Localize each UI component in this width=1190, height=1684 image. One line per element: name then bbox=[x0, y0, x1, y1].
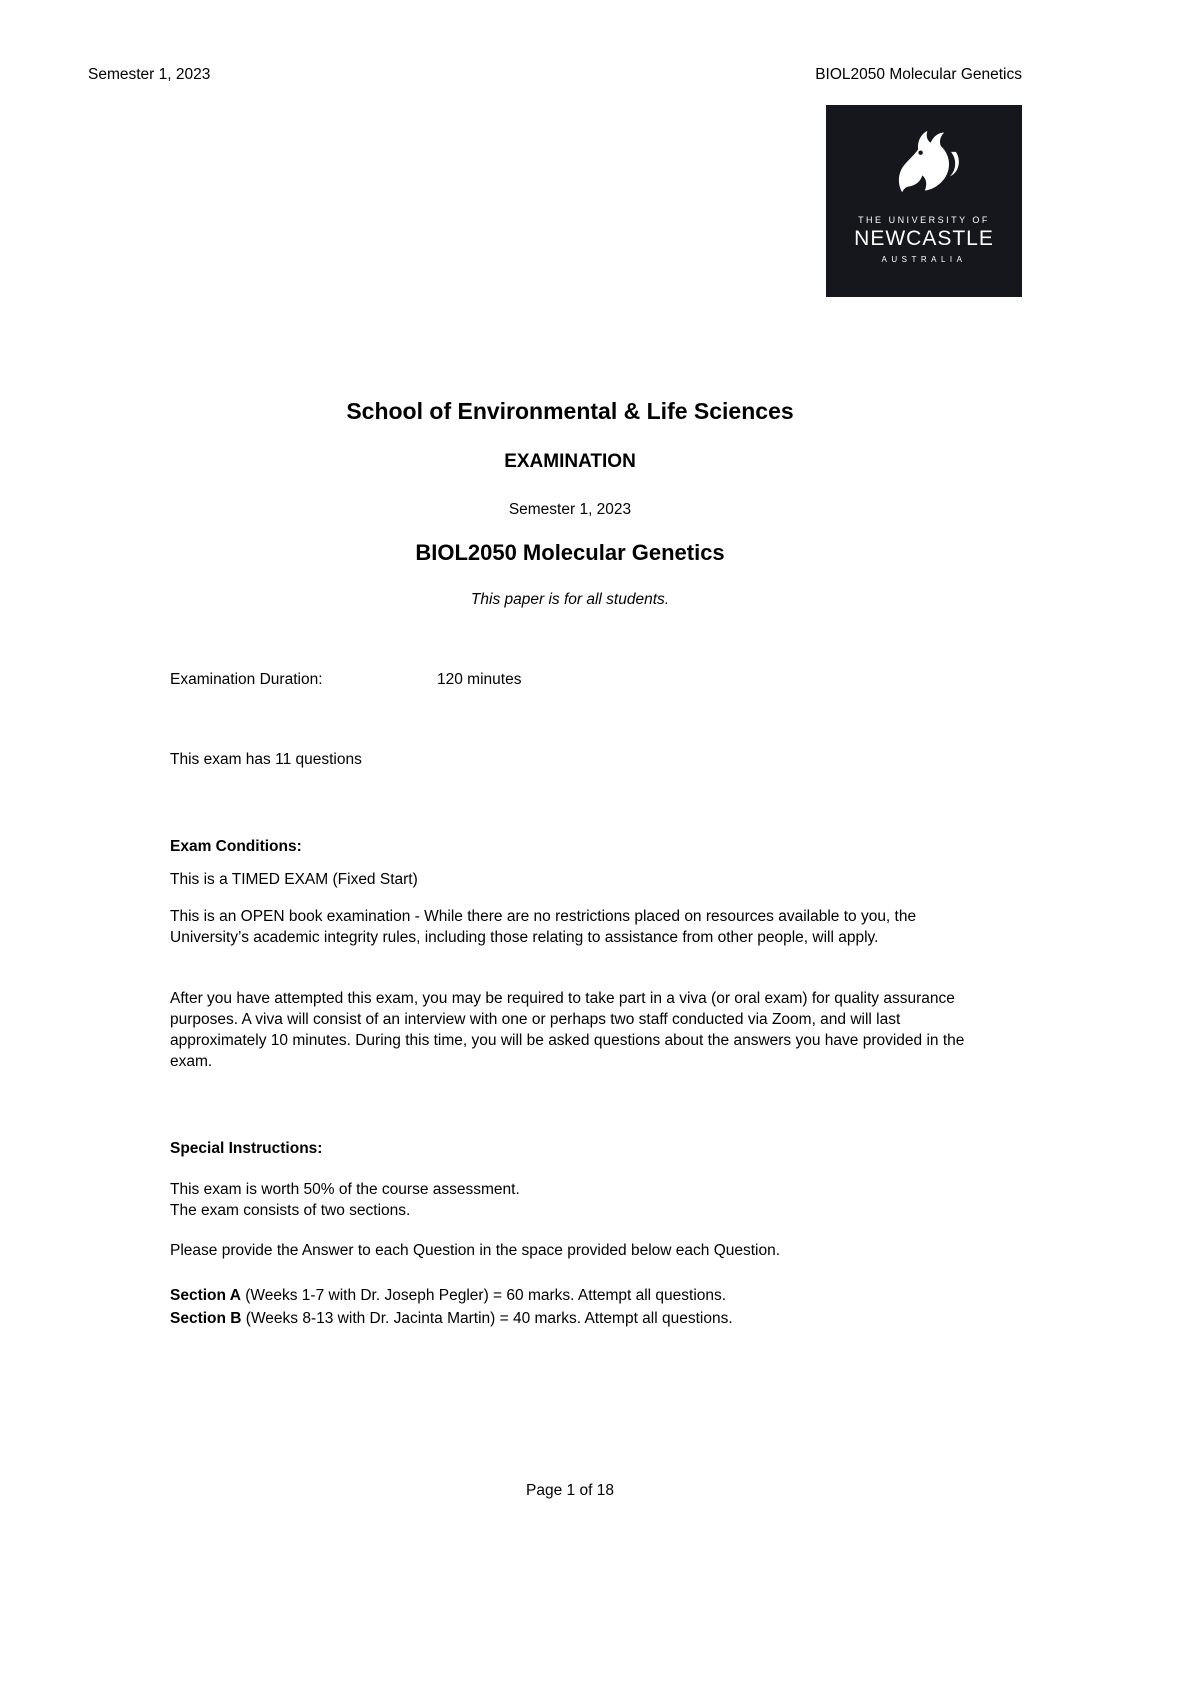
duration-value: 120 minutes bbox=[437, 671, 522, 688]
university-logo bbox=[826, 105, 1022, 297]
section-b-text: (Weeks 8-13 with Dr. Jacinta Martin) = 40 marks. Attempt all questions. bbox=[241, 1310, 733, 1327]
answer-instruction-line: Please provide the Answer to each Question in the space provided below each Question. bbox=[170, 1242, 781, 1259]
header-semester: Semester 1, 2023 bbox=[88, 66, 211, 83]
timed-exam-line: This is a TIMED EXAM (Fixed Start) bbox=[170, 871, 418, 888]
audience-note: This paper is for all students. bbox=[470, 591, 670, 608]
section-a-line bbox=[170, 1284, 978, 1307]
exam-worth-line: This exam is worth 50% of the course assessment. bbox=[170, 1181, 520, 1198]
logo-text-newcastle: NEWCASTLE bbox=[854, 227, 994, 250]
special-instructions-heading: Special Instructions: bbox=[170, 1140, 323, 1157]
school-title: School of Environmental & Life Sciences bbox=[346, 398, 794, 424]
open-book-paragraph: This is an OPEN book examination - While there are no restrictions placed on resources available to you, the University’s academic integrity rules, including those relating to assistance from other people, will apply. bbox=[170, 908, 917, 946]
course-title: BIOL2050 Molecular Genetics bbox=[415, 540, 725, 565]
section-a-text: (Weeks 1-7 with Dr. Joseph Pegler) = 60 marks. Attempt all questions. bbox=[240, 1287, 727, 1304]
section-b-label: Section B bbox=[170, 1310, 242, 1327]
page-number: Page 1 of 18 bbox=[526, 1482, 614, 1499]
section-b-line bbox=[170, 1307, 978, 1330]
section-a-label: Section A bbox=[170, 1287, 241, 1304]
horse-head-icon bbox=[882, 125, 966, 209]
duration-row bbox=[170, 669, 978, 690]
examination-title: EXAMINATION bbox=[504, 451, 636, 472]
exam-conditions-heading: Exam Conditions: bbox=[170, 838, 302, 855]
assessment-weight-lines bbox=[170, 1179, 978, 1221]
logo-text-university-of: THE UNIVERSITY OF bbox=[858, 215, 990, 225]
duration-label: Examination Duration: bbox=[170, 671, 323, 688]
question-count: This exam has 11 questions bbox=[170, 751, 362, 768]
semester-title: Semester 1, 2023 bbox=[508, 501, 632, 518]
two-sections-line: The exam consists of two sections. bbox=[170, 1202, 411, 1219]
header-course-code: BIOL2050 Molecular Genetics bbox=[815, 66, 1022, 83]
viva-paragraph: After you have attempted this exam, you may be required to take part in a viva (or oral exam) for quality assurance purposes. A viva will consist of an interview with one or perhaps two staff conducted via Zoom, and will last approximately 10 minutes. During this time, you will be asked questions about the answers you have provided in the exam. bbox=[170, 990, 965, 1070]
logo-text-australia: AUSTRALIA bbox=[881, 255, 967, 264]
section-breakdown bbox=[170, 1284, 978, 1330]
